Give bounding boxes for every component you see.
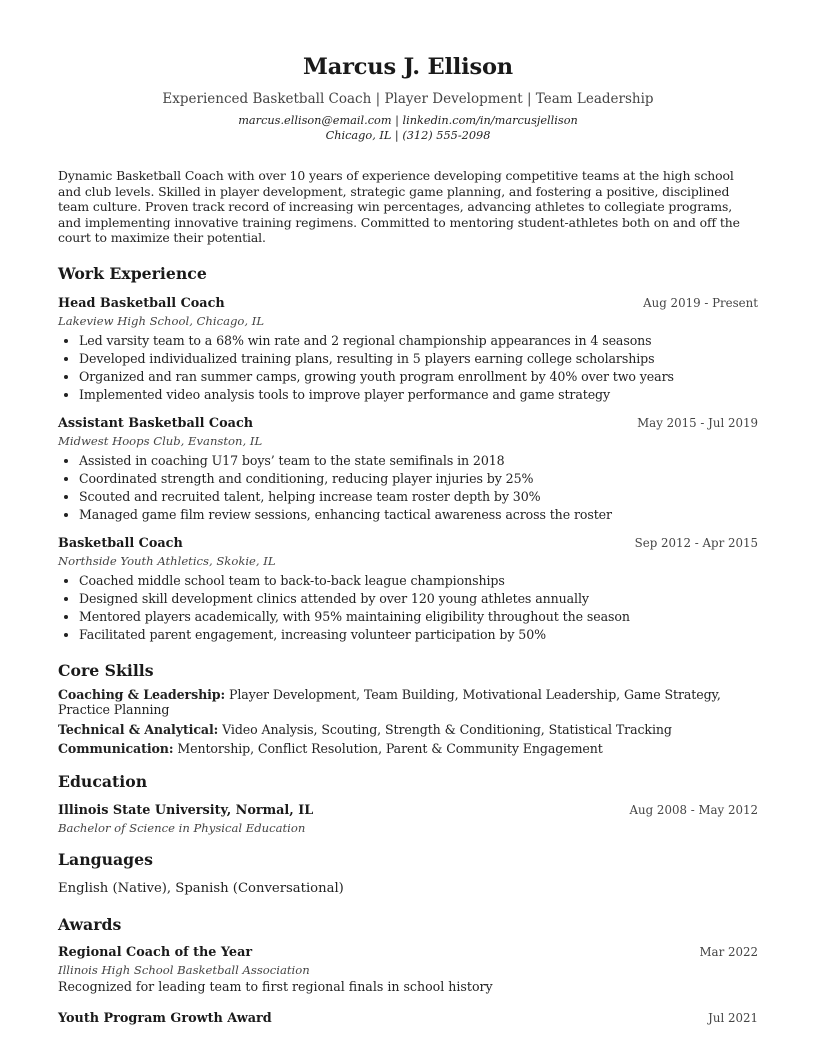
summary-paragraph: Dynamic Basketball Coach with over 10 years of experience developing competitive teams at the high school and club levels. Skilled in player development, strategic game planning, and fostering a positive, disciplined team culture. Proven track record of increasing win percentages, advancing athletes to collegiate programs, and implementing innovative training regimens. Committed to mentoring student-athletes both on and off the court to maximize their potential. xyxy=(58,168,740,246)
job-bullet: • Scouted and recruited talent, helping increase team roster depth by 30% xyxy=(79,488,758,506)
skill-items: Player Development, Team Building, Motivational Leadership, Game Strategy, Practice Planning xyxy=(58,686,721,718)
education-entry xyxy=(58,801,758,836)
award-date: Jul 2021 xyxy=(708,1010,758,1025)
job-bullets xyxy=(58,332,758,404)
contact-info xyxy=(58,113,758,143)
contact-email-linkedin: marcus.ellison@email.com | linkedin.com/in/marcusjellison xyxy=(238,114,578,127)
job-bullet: • Mentored players academically, with 95% maintaining eligibility throughout the season xyxy=(79,608,758,626)
skill-items: Mentorship, Conflict Resolution, Parent & Community Engagement xyxy=(177,741,603,757)
job-organization: Northside Youth Athletics, Skokie, IL xyxy=(58,553,276,568)
school-name: Illinois State University, Normal, IL xyxy=(58,802,314,818)
job-title: Head Basketball Coach xyxy=(58,295,225,311)
award-entry xyxy=(58,1009,758,1028)
award-date: Mar 2022 xyxy=(699,944,758,959)
award-description: Recognized for leading team to first regional finals in school history xyxy=(58,978,493,994)
section-title-skills: Core Skills xyxy=(58,660,154,680)
languages-text: English (Native), Spanish (Conversational) xyxy=(58,880,344,896)
job-title: Assistant Basketball Coach xyxy=(58,415,254,431)
job-entry xyxy=(58,294,758,404)
section-title-work: Work Experience xyxy=(58,263,207,283)
award-entry xyxy=(58,943,758,995)
job-bullet: • Managed game film review sessions, enhancing tactical awareness across the roster xyxy=(79,506,758,524)
job-organization: Midwest Hoops Club, Evanston, IL xyxy=(58,433,263,448)
skill-line xyxy=(58,687,758,718)
degree: Bachelor of Science in Physical Education xyxy=(58,820,306,835)
job-bullet: • Organized and ran summer camps, growing youth program enrollment by 40% over two years xyxy=(79,368,758,386)
job-bullet: • Coached middle school team to back-to-back league championships xyxy=(79,572,758,590)
job-bullet: • Implemented video analysis tools to improve player performance and game strategy xyxy=(79,386,758,404)
skill-items: Video Analysis, Scouting, Strength & Conditioning, Statistical Tracking xyxy=(222,721,672,737)
job-bullet: • Coordinated strength and conditioning, reducing player injuries by 25% xyxy=(79,470,758,488)
job-entry xyxy=(58,534,758,644)
job-bullet: • Led varsity team to a 68% win rate and 2 regional championship appearances in 4 seasons xyxy=(79,332,758,350)
job-entry xyxy=(58,414,758,524)
skill-line xyxy=(58,741,758,757)
job-organization: Lakeview High School, Chicago, IL xyxy=(58,313,265,328)
section-title-awards: Awards xyxy=(58,914,122,934)
job-bullet: • Developed individualized training plans, resulting in 5 players earning college scholarships xyxy=(79,350,758,368)
skills-list xyxy=(58,687,758,757)
job-title: Basketball Coach xyxy=(58,535,183,551)
job-bullets xyxy=(58,572,758,644)
candidate-name: Marcus J. Ellison xyxy=(303,54,513,80)
skill-category: Coaching & Leadership: xyxy=(58,686,226,702)
skill-category: Technical & Analytical: xyxy=(58,721,219,737)
section-title-languages: Languages xyxy=(58,849,153,869)
award-name: Regional Coach of the Year xyxy=(58,944,253,960)
contact-location-phone: Chicago, IL | (312) 555-2098 xyxy=(325,129,491,142)
award-name: Youth Program Growth Award xyxy=(58,1010,272,1026)
job-bullet: • Facilitated parent engagement, increasing volunteer participation by 50% xyxy=(79,626,758,644)
job-dates: Sep 2012 - Apr 2015 xyxy=(634,535,758,550)
job-bullets xyxy=(58,452,758,524)
job-bullet: • Designed skill development clinics attended by over 120 young athletes annually xyxy=(79,590,758,608)
job-bullet: • Assisted in coaching U17 boys’ team to the state semifinals in 2018 xyxy=(79,452,758,470)
award-organization: Illinois High School Basketball Association xyxy=(58,962,310,977)
job-dates: May 2015 - Jul 2019 xyxy=(637,415,758,430)
resume-header xyxy=(58,52,758,143)
skill-line xyxy=(58,722,758,738)
headline: Experienced Basketball Coach | Player Development | Team Leadership xyxy=(162,91,654,107)
skill-category: Communication: xyxy=(58,741,174,757)
education-dates: Aug 2008 - May 2012 xyxy=(629,802,758,817)
job-dates: Aug 2019 - Present xyxy=(643,295,758,310)
section-title-education: Education xyxy=(58,771,148,791)
